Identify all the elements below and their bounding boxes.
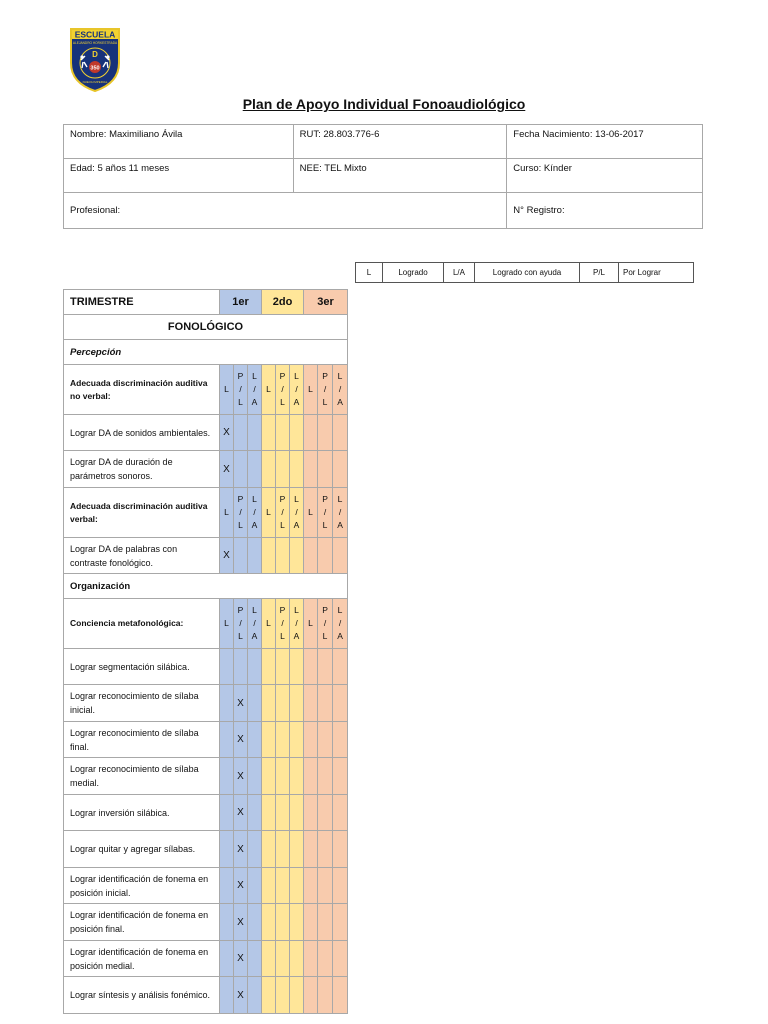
mark-x: X [234,685,248,722]
mark-x: X [220,538,234,574]
student-rut: RUT: 28.803.776-6 [293,125,507,159]
legend-table [355,262,694,283]
registry-number: N° Registro: [507,193,703,229]
mark-cell [333,685,348,722]
mark-cell [318,868,333,904]
mark-cell [290,649,304,685]
legend-code: L/A [444,263,475,283]
mark-cell [234,538,248,574]
item-row [64,685,348,722]
section-row [64,340,348,365]
student-nee: NEE: TEL Mixto [293,159,507,193]
item-label: Lograr síntesis y análisis fonémico. [64,977,220,1014]
mark-cell [276,451,290,488]
scale-l-label: L [220,599,234,649]
item-row [64,649,348,685]
mark-cell [276,415,290,451]
mark-cell [262,538,276,574]
mark-cell [220,722,234,758]
scale-la-label: L / A [333,365,348,415]
mark-cell [234,415,248,451]
mark-x: X [234,831,248,868]
mark-cell [290,451,304,488]
trimester-1-header: 1er [220,290,262,315]
item-label: Lograr reconocimiento de sílaba medial. [64,758,220,795]
mark-cell [234,451,248,488]
evaluation-header-row [64,290,348,315]
legend-text: Por Lograr [619,263,694,283]
mark-cell [318,977,333,1014]
mark-cell [333,941,348,977]
criterion-label: Conciencia metafonológica: [64,599,220,649]
mark-cell [318,758,333,795]
mark-cell [318,649,333,685]
item-label: Lograr inversión silábica. [64,795,220,831]
mark-cell [248,451,262,488]
item-row [64,977,348,1014]
scale-l-label: L [220,488,234,538]
svg-text:350: 350 [90,65,100,72]
section-row [64,574,348,599]
mark-cell [276,649,290,685]
scale-pl-label: P / L [276,365,290,415]
mark-cell [276,868,290,904]
scale-l-label: L [220,365,234,415]
legend-code: L [356,263,383,283]
mark-cell [290,904,304,941]
criterion-label: Adecuada discriminación auditiva no verbal: [64,365,220,415]
mark-cell [318,904,333,941]
mark-cell [248,831,262,868]
mark-x: X [234,758,248,795]
mark-cell [333,538,348,574]
svg-text:ALEJANDRO HORKESTRADA: ALEJANDRO HORKESTRADA [72,41,118,45]
trimester-2-header: 2do [262,290,304,315]
mark-cell [290,795,304,831]
scale-la-label: L / A [290,599,304,649]
item-label: Lograr segmentación silábica. [64,649,220,685]
mark-cell [333,904,348,941]
student-course: Curso: Kínder [507,159,703,193]
mark-cell [304,451,318,488]
mark-cell [318,941,333,977]
scale-l-label: L [262,488,276,538]
item-label: Lograr DA de duración de parámetros sonoros. [64,451,220,488]
student-age: Edad: 5 años 11 meses [64,159,294,193]
mark-cell [262,415,276,451]
mark-x: X [220,451,234,488]
mark-cell [220,868,234,904]
mark-cell [262,795,276,831]
mark-cell [304,649,318,685]
mark-cell [333,795,348,831]
mark-cell [290,415,304,451]
mark-cell [276,538,290,574]
mark-cell [318,451,333,488]
mark-cell [290,831,304,868]
item-label: Lograr reconocimiento de sílaba final. [64,722,220,758]
mark-cell [290,977,304,1014]
mark-cell [248,868,262,904]
item-label: Lograr DA de palabras con contraste fonológico. [64,538,220,574]
item-label: Lograr quitar y agregar sílabas. [64,831,220,868]
criterion-row [64,599,348,649]
mark-cell [290,722,304,758]
mark-cell [318,722,333,758]
mark-cell [276,831,290,868]
mark-x: X [234,868,248,904]
mark-cell [304,868,318,904]
scale-pl-label: P / L [234,365,248,415]
mark-cell [262,685,276,722]
mark-cell [262,758,276,795]
student-name: Nombre: Maximiliano Ávila [64,125,294,159]
mark-cell [304,415,318,451]
svg-text:D: D [92,50,98,59]
mark-cell [262,451,276,488]
mark-cell [276,795,290,831]
scale-la-label: L / A [333,488,348,538]
mark-cell [304,831,318,868]
mark-cell [276,685,290,722]
mark-cell [220,758,234,795]
mark-cell [304,758,318,795]
svg-text:NUEVA IMPERIAL: NUEVA IMPERIAL [82,80,108,84]
scale-l-label: L [262,365,276,415]
scale-la-label: L / A [248,488,262,538]
item-label: Lograr reconocimiento de sílaba inicial. [64,685,220,722]
area-title: FONOLÓGICO [64,315,348,340]
student-birthdate: Fecha Nacimiento: 13-06-2017 [507,125,703,159]
mark-cell [318,685,333,722]
mark-cell [304,538,318,574]
mark-cell [220,795,234,831]
item-row [64,868,348,904]
document-title: Plan de Apoyo Individual Fonoaudiológico [242,96,526,112]
mark-cell [248,795,262,831]
mark-x: X [234,722,248,758]
item-row [64,941,348,977]
section-title: Organización [64,574,348,599]
mark-x: X [234,904,248,941]
mark-cell [304,685,318,722]
mark-cell [262,941,276,977]
school-crest-icon [68,27,122,93]
mark-cell [276,977,290,1014]
mark-cell [304,904,318,941]
trimestre-header: TRIMESTRE [64,290,220,315]
mark-cell [333,831,348,868]
mark-x: X [234,795,248,831]
mark-cell [290,868,304,904]
mark-x: X [234,977,248,1014]
mark-x: X [234,941,248,977]
scale-la-label: L / A [248,599,262,649]
scale-l-label: L [304,599,318,649]
scale-l-label: L [304,365,318,415]
mark-cell [290,758,304,795]
mark-cell [262,904,276,941]
mark-cell [248,649,262,685]
item-label: Lograr identificación de fonema en posición final. [64,904,220,941]
scale-la-label: L / A [248,365,262,415]
legend-text: Logrado con ayuda [475,263,580,283]
mark-cell [248,722,262,758]
item-label: Lograr DA de sonidos ambientales. [64,415,220,451]
item-label: Lograr identificación de fonema en posición medial. [64,941,220,977]
mark-cell [262,649,276,685]
mark-cell [304,977,318,1014]
mark-cell [262,831,276,868]
section-title: Percepción [64,340,348,365]
school-logo [68,27,122,93]
scale-la-label: L / A [333,599,348,649]
legend-text: Logrado [383,263,444,283]
scale-pl-label: P / L [318,488,333,538]
item-row [64,415,348,451]
mark-cell [290,941,304,977]
mark-cell [220,685,234,722]
item-row [64,758,348,795]
mark-cell [248,415,262,451]
mark-cell [333,868,348,904]
item-label: Lograr identificación de fonema en posición inicial. [64,868,220,904]
scale-la-label: L / A [290,488,304,538]
mark-cell [333,722,348,758]
mark-cell [333,649,348,685]
mark-cell [290,538,304,574]
mark-cell [318,795,333,831]
scale-pl-label: P / L [276,488,290,538]
mark-cell [333,977,348,1014]
mark-cell [248,685,262,722]
mark-cell [333,415,348,451]
mark-cell [276,758,290,795]
mark-cell [220,831,234,868]
mark-cell [248,758,262,795]
item-row [64,831,348,868]
student-info-table [63,124,703,229]
mark-cell [304,795,318,831]
mark-x: X [220,415,234,451]
mark-cell [248,977,262,1014]
item-row [64,538,348,574]
scale-la-label: L / A [290,365,304,415]
mark-cell [248,941,262,977]
mark-cell [276,722,290,758]
mark-cell [318,831,333,868]
scale-pl-label: P / L [318,599,333,649]
item-row [64,904,348,941]
mark-cell [248,538,262,574]
mark-cell [333,758,348,795]
mark-cell [276,941,290,977]
mark-cell [276,904,290,941]
mark-cell [262,868,276,904]
criterion-row [64,365,348,415]
mark-cell [220,977,234,1014]
mark-cell [220,649,234,685]
mark-cell [290,685,304,722]
mark-cell [234,649,248,685]
item-row [64,451,348,488]
mark-cell [220,941,234,977]
mark-cell [333,451,348,488]
area-row [64,315,348,340]
scale-pl-label: P / L [234,488,248,538]
mark-cell [318,538,333,574]
mark-cell [304,941,318,977]
scale-pl-label: P / L [318,365,333,415]
item-row [64,795,348,831]
mark-cell [248,904,262,941]
criterion-row [64,488,348,538]
scale-pl-label: P / L [276,599,290,649]
item-row [64,722,348,758]
trimester-3-header: 3er [304,290,348,315]
evaluation-table [63,289,348,1014]
professional: Profesional: [64,193,507,229]
legend-code: P/L [580,263,619,283]
mark-cell [318,415,333,451]
mark-cell [220,904,234,941]
criterion-label: Adecuada discriminación auditiva verbal: [64,488,220,538]
scale-l-label: L [304,488,318,538]
mark-cell [262,722,276,758]
mark-cell [262,977,276,1014]
mark-cell [304,722,318,758]
svg-text:ESCUELA: ESCUELA [74,29,116,40]
scale-pl-label: P / L [234,599,248,649]
scale-l-label: L [262,599,276,649]
